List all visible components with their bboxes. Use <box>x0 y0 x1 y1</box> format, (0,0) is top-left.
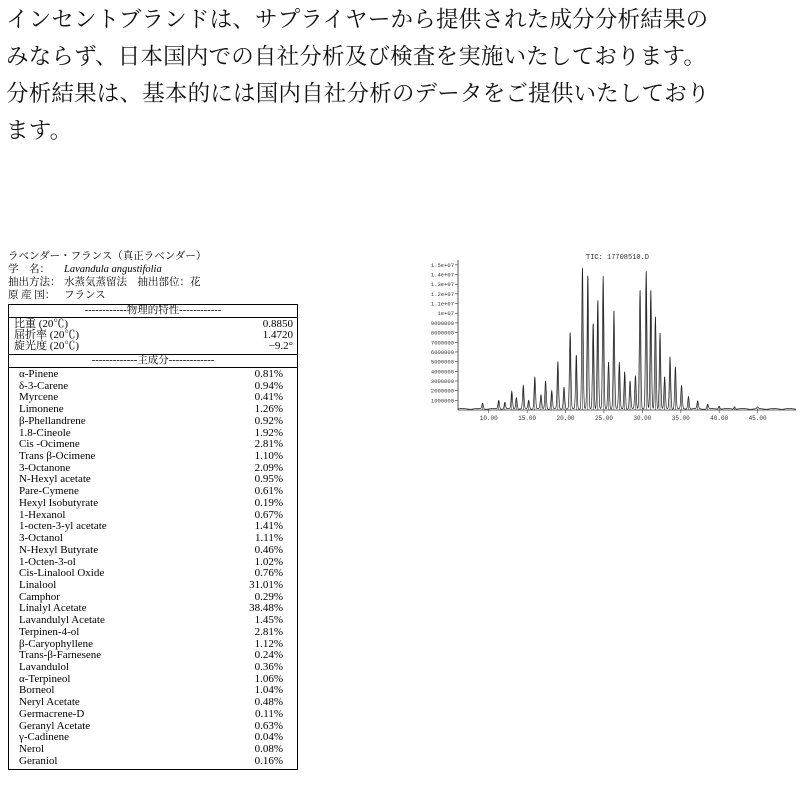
properties-header: ------------物理的特性------------ <box>9 305 297 318</box>
y-tick-label: 9000000 <box>430 319 454 327</box>
component-row-name: Trans β-Ocimene <box>19 450 96 463</box>
component-row-name: β-Phellandrene <box>19 414 86 427</box>
component-row-name: Pare-Cymene <box>19 485 79 498</box>
property-row-name: 旋光度 (20℃) <box>14 340 80 352</box>
scientific-name-line <box>8 263 298 276</box>
component-row-value: 1.26% <box>254 403 283 416</box>
component-row-name: Hexyl Isobutyrate <box>19 496 99 509</box>
component-row-name: Camphor <box>19 590 60 603</box>
x-tick-label: 30.00 <box>633 415 652 422</box>
spec-table <box>8 304 298 770</box>
component-row-value: 0.48% <box>254 696 283 709</box>
property-row <box>9 341 297 352</box>
property-row-value: 1.4720 <box>262 329 293 341</box>
component-row <box>9 545 297 557</box>
component-row <box>9 709 297 721</box>
component-row-value: 38.48% <box>249 602 283 615</box>
component-row-name: N-Hexyl acetate <box>19 473 91 486</box>
component-row-value: 1.41% <box>254 520 283 533</box>
component-row-value: 0.11% <box>254 707 283 720</box>
y-tick-label: 1.3e+07 <box>430 281 454 289</box>
component-row-value: 0.94% <box>254 379 283 392</box>
component-row-value: 1.92% <box>254 426 283 439</box>
component-row-name: 1.8-Cineole <box>19 426 71 439</box>
component-row-name: Neryl Acetate <box>19 696 80 709</box>
components-list <box>9 368 297 769</box>
intro-text <box>6 2 796 150</box>
x-tick-label: 35.00 <box>671 415 690 422</box>
component-row-value: 0.36% <box>254 660 283 673</box>
component-row-name: Lavandulyl Acetate <box>19 614 105 627</box>
x-tick-label: 40.00 <box>710 415 729 422</box>
component-row <box>9 451 297 463</box>
component-row-name: Geraniol <box>19 754 58 767</box>
intro-line-3: 分析結果は、基本的には国内自社分析のデータをご提供いたしており <box>6 81 710 107</box>
component-row-value: 0.76% <box>254 567 283 580</box>
component-row <box>9 369 297 381</box>
chromatogram-trace <box>458 268 796 410</box>
component-row-value: 1.10% <box>254 450 283 463</box>
intro-line-4: ます。 <box>6 118 73 144</box>
origin-value: フランス <box>64 290 106 301</box>
y-tick-label: 1.4e+07 <box>430 271 454 279</box>
component-row-name: Nerol <box>19 743 45 755</box>
scientific-name-label: 学 名： <box>8 264 50 275</box>
chromatogram <box>410 252 800 422</box>
property-row-value: −9.2° <box>268 340 293 352</box>
component-row-value: 0.08% <box>254 743 283 755</box>
component-row-name: Terpinen-4-ol <box>19 625 80 638</box>
component-row <box>9 662 297 674</box>
component-row-value: 0.19% <box>254 496 283 509</box>
y-tick-label: 1000000 <box>430 397 454 405</box>
origin-line <box>8 289 298 302</box>
component-row <box>9 732 297 744</box>
chromatogram-svg <box>410 252 800 422</box>
component-row-name: δ-3-Carene <box>19 379 69 392</box>
component-row-value: 2.09% <box>254 461 283 474</box>
y-tick-label: 6000000 <box>430 348 454 356</box>
spec-sheet <box>8 250 298 770</box>
component-row-name: Limonene <box>19 403 64 416</box>
y-tick-label: 4000000 <box>430 368 454 376</box>
x-tick-label: 25.00 <box>594 415 613 422</box>
component-row-value: 2.81% <box>254 625 283 638</box>
component-row-value: 1.12% <box>254 637 283 650</box>
x-tick-label: 10.00 <box>479 415 498 422</box>
extraction-method-label: 抽出方法： <box>8 277 61 288</box>
component-row-value: 2.81% <box>254 438 283 451</box>
extraction-method-value: 水蒸気蒸留法 抽出部位：花 <box>64 277 201 288</box>
component-row-value: 0.61% <box>254 485 283 498</box>
component-row-value: 0.67% <box>254 508 283 521</box>
y-tick-label: 1.5e+07 <box>430 261 454 269</box>
y-tick-label: 1.1e+07 <box>430 300 454 308</box>
y-tick-label: 2000000 <box>430 387 454 395</box>
component-row-name: 3-Octanone <box>19 461 71 474</box>
component-row <box>9 756 297 768</box>
component-row <box>9 416 297 428</box>
component-row <box>9 580 297 592</box>
component-row <box>9 498 297 510</box>
x-tick-label: 45.00 <box>748 415 767 422</box>
component-row-name: α-Terpineol <box>19 672 71 685</box>
component-row-name: Trans-β-Farnesene <box>19 649 102 662</box>
component-row-name: 1-Octen-3-ol <box>19 555 76 568</box>
component-row-name: 1-Hexanol <box>19 508 66 521</box>
component-row-name: Germacrene-D <box>19 707 85 720</box>
intro-line-2: みならず、日本国内での自社分析及び検査を実施いたしております。 <box>6 44 707 70</box>
origin-label: 原 産 国： <box>8 290 56 301</box>
y-tick-label: 1e+07 <box>437 310 454 318</box>
component-row-value: 0.81% <box>254 368 283 380</box>
component-row-value: 0.04% <box>254 731 283 744</box>
component-row-name: Cis-Linalool Oxide <box>19 567 105 580</box>
components-header: -------------主成分------------- <box>9 354 297 368</box>
component-row-value: 0.29% <box>254 590 283 603</box>
component-row-value: 0.41% <box>254 391 283 404</box>
component-row-value: 0.95% <box>254 473 283 486</box>
chart-title: TIC: 17708510.D <box>586 254 650 262</box>
component-row-name: 3-Octanol <box>19 532 63 545</box>
y-tick-label: 8000000 <box>430 329 454 337</box>
spec-title: ラベンダー・フランス（真正ラベンダー） <box>8 251 207 262</box>
component-row-value: 1.11% <box>254 532 283 545</box>
component-row-value: 1.45% <box>254 614 283 627</box>
component-row-value: 0.92% <box>254 414 283 427</box>
component-row <box>9 627 297 639</box>
x-tick-label: 15.00 <box>518 415 537 422</box>
component-row-value: 1.06% <box>254 672 283 685</box>
y-tick-label: 5000000 <box>430 358 454 366</box>
properties-list <box>9 318 297 354</box>
component-row-name: 1-octen-3-yl acetate <box>19 520 107 533</box>
component-row-value: 0.46% <box>254 543 283 556</box>
x-tick-label: 20.00 <box>556 415 575 422</box>
component-row-value: 0.16% <box>254 754 283 767</box>
y-tick-label: 7000000 <box>430 339 454 347</box>
component-row-name: Myrcene <box>19 391 59 404</box>
component-row-value: 0.63% <box>254 719 283 732</box>
intro-line-1: インセントブランドは、サプライヤーから提供された成分分析結果の <box>6 7 709 33</box>
component-row <box>9 744 297 756</box>
component-row-name: γ-Cadinene <box>19 731 70 744</box>
component-row-value: 1.04% <box>254 684 283 697</box>
property-row-value: 0.8850 <box>262 318 293 330</box>
y-tick-label: 1.2e+07 <box>430 290 454 298</box>
y-tick-label: 3000000 <box>430 377 454 385</box>
component-row-value: 0.24% <box>254 649 283 662</box>
scientific-name: Lavandula angustifolia <box>64 264 162 275</box>
property-row-name: 比重 (20℃) <box>14 318 69 330</box>
component-row-name: Geranyl Acetate <box>19 719 91 732</box>
component-row-value: 31.01% <box>249 578 283 591</box>
component-row-value: 1.02% <box>254 555 283 568</box>
component-row-name: α-Pinene <box>19 368 59 380</box>
component-row-name: Borneol <box>19 684 55 697</box>
property-row-name: 屈折率 (20℃) <box>14 329 80 341</box>
component-row-name: N-Hexyl Butyrate <box>19 543 99 556</box>
component-row-name: Linalyl Acetate <box>19 602 87 615</box>
component-row-name: Cis -Ocimene <box>19 438 80 451</box>
extraction-method-line <box>8 276 298 289</box>
component-row-name: β-Caryophyllene <box>19 637 94 650</box>
component-row-name: Lavandulol <box>19 660 70 673</box>
component-row-name: Linalool <box>19 578 57 591</box>
